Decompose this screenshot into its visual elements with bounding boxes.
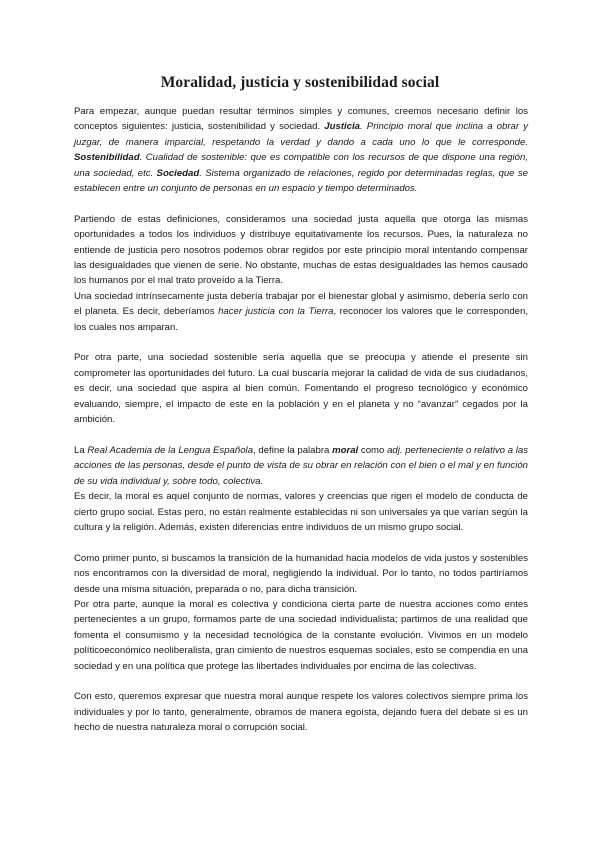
document-title: Moralidad, justicia y sostenibilidad social: [160, 74, 440, 91]
text-span: La: [74, 444, 88, 456]
term-sostenibilidad: Sostenibilidad: [74, 152, 140, 164]
text-span: Por otra parte, aunque la moral es colectiva y condiciona cierta parte de nuestra acciones como entes pertenecientes a un grupo, formamos parte de una sociedad individualista; partimos de una realidad que fomenta el consumismo y la necesidad tecnológica de la constante evolución. Vivimos en un modelo políticoeconómico neoliberalista, gran cimiento de nuestros esquemas sociales, esto se compendia en una sociedad y en una política que protege las libertades individuales por encima de las colectivas.: [74, 598, 528, 672]
text-span: , reconocer los valores que le corresponden, los cuales nos amparan.: [74, 306, 528, 333]
rae-name: Real Academia de la Lengua Española: [87, 444, 254, 456]
definition-sociedad: . Sistema organizado de relaciones, regido por determinadas reglas, que se establecen entre un conjunto de personas en un espacio y tiempo determinados.: [74, 167, 528, 195]
text-span: Es decir, la moral es aquel conjunto de normas, valores y creencias que rigen el modelo de conducta de cierto grupo social. Estas pero, no están realmente establecidas ni son universales ya que varían según la cultura y la religión. Además, existen diferencias entre individuos de un mismo grupo social.: [74, 491, 528, 533]
paragraph-definitions: [74, 104, 528, 196]
definition-moral: adj. perteneciente o relativo a las acciones de las personas, desde el punto de vista de su obrar en relación con el bien o el mal y en función de su vida individual y, sobre todo, colectiva.: [74, 444, 528, 487]
text-span: Con esto, queremos expresar que nuestra moral aunque respete los valores colectivos siempre prima los individuales y por lo tanto, generalmente, obramos de manera egoísta, dejando fuera del debate si es un hecho de nuestra naturaleza moral o corrupción social.: [74, 691, 528, 734]
paragraph-justicia-tierra: [74, 289, 528, 335]
paragraph-rae-definicion: [74, 443, 528, 489]
paragraph-moral-conjunto: [74, 489, 528, 535]
text-span: , define la palabra: [253, 444, 333, 456]
text-span: Como primer punto, si buscamos la transición de la humanidad hacia modelos de vida justos y sostenibles nos encontramos con la diversidad de moral, negligiendo la individual. Por lo tanto, no todos partiríamos desde una misma situación, preparada o no, para dicha transición.: [74, 552, 528, 595]
paragraph-sociedad-justa: [74, 212, 528, 289]
emphasis-text: hacer justicia con la Tierra: [218, 306, 334, 318]
definition-sostenibilidad: . Cualidad de sostenible: que es compatible con los recursos de que dispone una región, una sociedad, etc.: [74, 152, 528, 179]
paragraph-conclusion: [74, 689, 528, 735]
paragraph-moral-colectiva: [74, 597, 528, 674]
term-moral: moral: [332, 444, 359, 456]
paragraph-sociedad-sostenible: [74, 350, 528, 427]
document-body: [74, 104, 528, 736]
term-sociedad: Sociedad: [156, 167, 200, 179]
text-span: Para empezar, aunque puedan resultar términos simples y comunes, creemos necesario definir los conceptos siguientes: justicia, sostenibilidad y sociedad.: [74, 106, 528, 133]
paragraph-primer-punto: [74, 551, 528, 597]
term-justicia: Justicia: [324, 121, 361, 133]
text-span: Partiendo de estas definiciones, consideramos una sociedad justa aquella que otorga las mismas oportunidades a todos los individuos y distribuye equitativamente los recursos. Pues, la naturaleza no entiende de justicia pero nosotros podemos obrar regidos por este principio moral intentando compensar las desigualdades que vienen de serie. No obstante, muchas de estas desigualdades las hemos causado los humanos por el mal trato proveído a la Tierra.: [74, 213, 528, 287]
text-span: como: [358, 444, 388, 456]
text-span: Una sociedad intrínsecamente justa debería trabajar por el bienestar global y asimismo, debería serlo con el planeta. Es decir, deberíamos: [74, 290, 528, 318]
definition-justicia: . Principio moral que inclina a obrar y juzgar, de manera imparcial, respetando la verdad y dando a cada uno lo que le corresponde.: [74, 121, 528, 148]
text-span: Por otra parte, una sociedad sostenible sería aquella que se preocupa y atiende el presente sin comprometer las oportunidades del futuro. La cual buscaría mejorar la calidad de vida de sus ciudadanos, es decir, una sociedad que aspira al bien común. Fomentando el progreso tecnológico y económico evaluando, siempre, el impacto de este en la población y en el planeta y no “avanzar” cegados por la ambición.: [74, 352, 528, 426]
